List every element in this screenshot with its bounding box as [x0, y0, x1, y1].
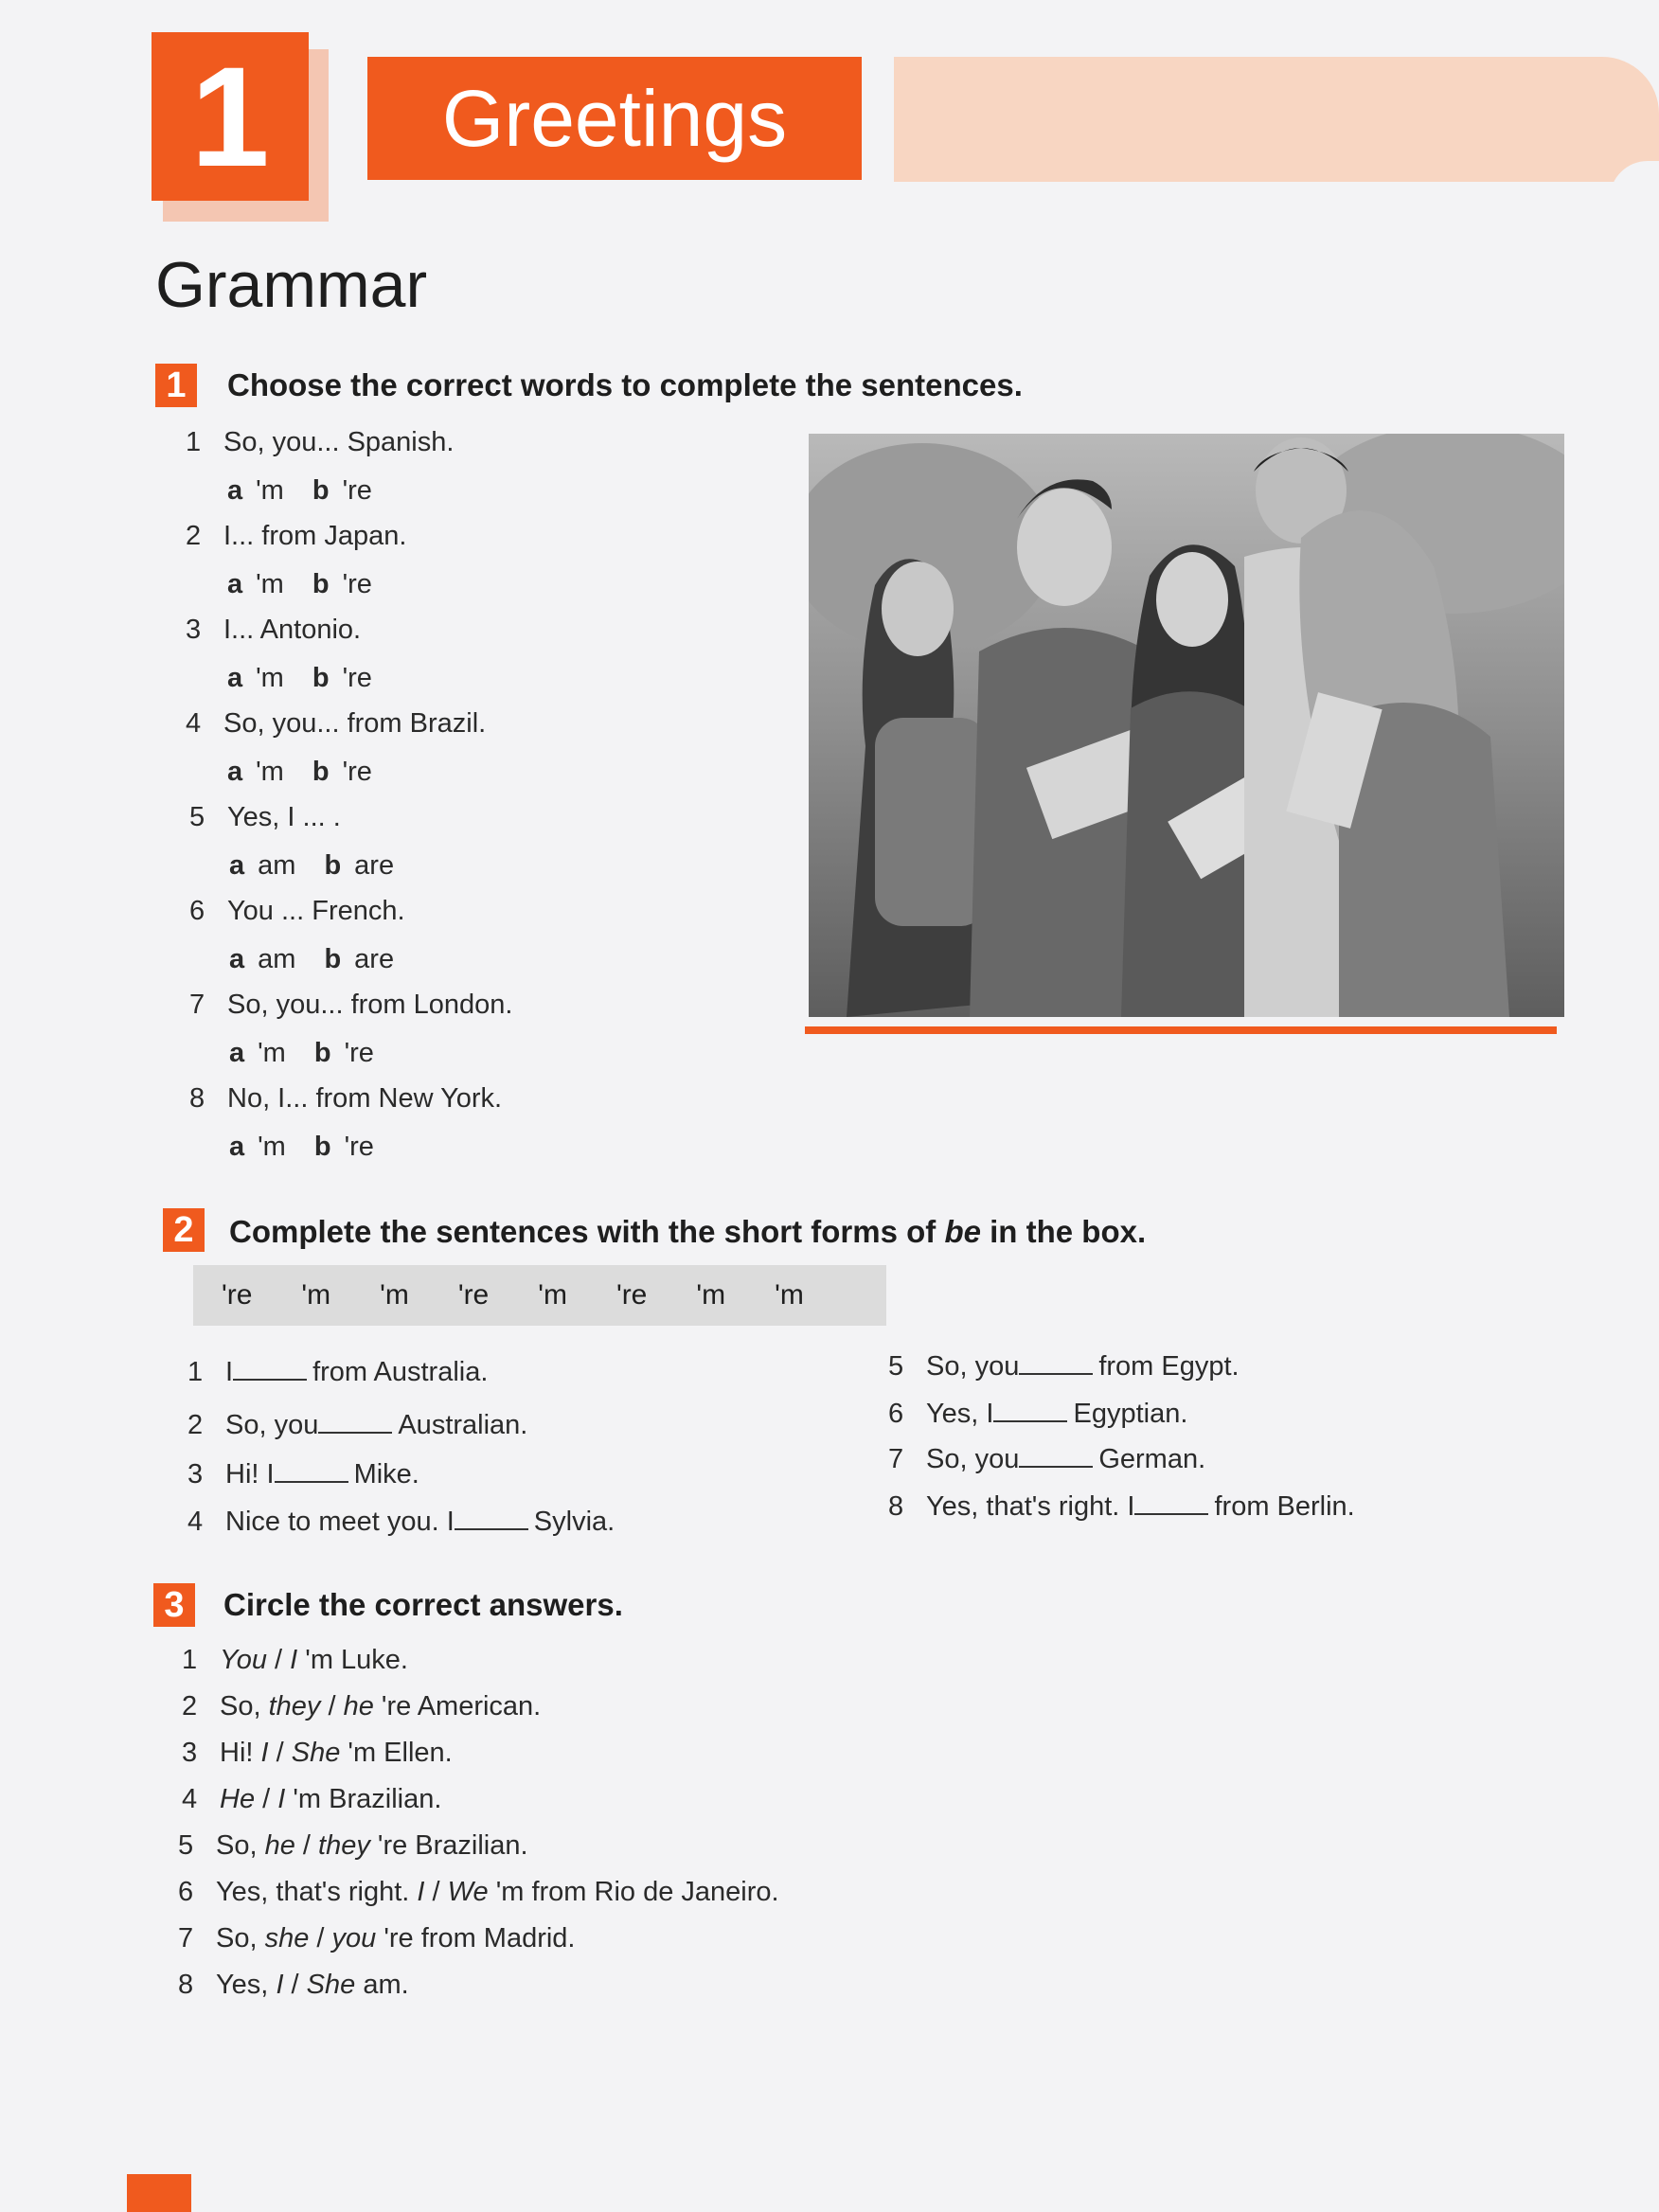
option-b-letter: b: [312, 663, 330, 693]
option-a-letter: a: [229, 850, 245, 881]
answer-blank[interactable]: [1019, 1348, 1093, 1375]
exercise-3-item: [178, 1831, 528, 1860]
exercise-3-item: [182, 1646, 408, 1674]
exercise-1-options: [227, 569, 372, 600]
option-b[interactable]: are: [354, 850, 395, 881]
item-number: 8: [178, 1970, 194, 2000]
exercise-2-item: [888, 1396, 1187, 1428]
exercise-2-title-post: in the box.: [980, 1214, 1147, 1249]
item-post: Mike.: [353, 1459, 419, 1490]
item-number: 1: [186, 427, 202, 457]
exercise-1-options: [227, 663, 372, 694]
choice-1[interactable]: I: [276, 1970, 284, 2000]
word-box-item: 'm: [380, 1279, 409, 1311]
option-a[interactable]: 'm: [256, 663, 284, 693]
item-number: 6: [178, 1877, 194, 1907]
item-post: 'm Brazilian.: [285, 1784, 442, 1814]
students-photo-illustration: [809, 434, 1564, 1017]
item-text: You ... French.: [227, 896, 405, 926]
item-number: 5: [189, 802, 205, 832]
exercise-3-item: [178, 1878, 779, 1906]
item-pre: Yes,: [216, 1970, 276, 2000]
exercise-3-title: Circle the correct answers.: [223, 1587, 623, 1622]
item-post: from Egypt.: [1098, 1351, 1240, 1382]
unit-title: Greetings: [367, 57, 862, 180]
exercise-3-item: [182, 1785, 441, 1813]
item-pre: I: [225, 1357, 234, 1387]
choice-2[interactable]: I: [290, 1645, 298, 1675]
word-box-item: 'm: [696, 1279, 726, 1311]
option-b[interactable]: 're: [342, 663, 372, 693]
option-a-letter: a: [229, 944, 245, 974]
option-a-letter: a: [229, 1038, 245, 1068]
item-post: 'm from Rio de Janeiro.: [488, 1877, 779, 1907]
item-post: from Berlin.: [1214, 1491, 1355, 1522]
exercise-1-options: [227, 757, 372, 788]
exercise-2-item: [888, 1348, 1240, 1381]
choice-1[interactable]: You: [220, 1645, 267, 1675]
item-number: 7: [888, 1444, 904, 1474]
item-pre: Yes, I: [926, 1399, 994, 1429]
option-b-letter: b: [312, 569, 330, 599]
answer-blank[interactable]: [275, 1456, 348, 1483]
item-post: 'm Luke.: [297, 1645, 408, 1675]
exercise-2-item: [888, 1441, 1205, 1473]
item-number: 8: [888, 1491, 904, 1522]
answer-blank[interactable]: [1134, 1489, 1208, 1515]
exercise-1-item: [186, 428, 454, 456]
word-box-item: 'm: [775, 1279, 804, 1311]
exercise-3-item: [178, 1971, 409, 1999]
item-post: from Australia.: [312, 1357, 489, 1387]
word-box-item: 'm: [301, 1279, 331, 1311]
item-number: 6: [189, 896, 205, 926]
exercise-3-item: [182, 1692, 541, 1721]
option-b-letter: b: [313, 1132, 331, 1162]
item-number: 3: [187, 1459, 204, 1490]
item-pre: Yes, that's right. I: [926, 1491, 1135, 1522]
item-post: Australian.: [398, 1410, 528, 1440]
item-text: So, you... from London.: [227, 990, 513, 1020]
option-a[interactable]: 'm: [256, 475, 284, 506]
answer-blank[interactable]: [233, 1354, 307, 1381]
item-number: 2: [182, 1691, 198, 1721]
choice-2[interactable]: I: [277, 1784, 286, 1814]
choice-2[interactable]: She: [306, 1970, 356, 2000]
exercise-3-number: 3: [153, 1583, 195, 1627]
option-a[interactable]: 'm: [256, 757, 284, 787]
item-text: So, you... from Brazil.: [223, 708, 487, 739]
choice-2[interactable]: We: [447, 1877, 489, 1907]
item-post: Egyptian.: [1073, 1399, 1188, 1429]
exercise-1-item: [189, 1084, 502, 1113]
exercise-1-item: [189, 897, 405, 925]
exercise-2-number: 2: [163, 1208, 205, 1252]
item-number: 1: [182, 1645, 198, 1675]
option-b[interactable]: 're: [342, 569, 372, 599]
option-b[interactable]: are: [354, 944, 395, 974]
word-box-item: 're: [615, 1279, 648, 1311]
item-number: 4: [186, 708, 202, 739]
exercise-1-item: [189, 990, 512, 1019]
option-b-letter: b: [324, 944, 342, 974]
item-post: 're Brazilian.: [369, 1830, 528, 1861]
exercise-1-item: [186, 522, 406, 550]
item-number: 8: [189, 1083, 205, 1114]
exercise-2-title-pre: Complete the sentences with the short forms of: [229, 1214, 945, 1249]
exercise-2-item: [187, 1456, 419, 1489]
choice-separator: /: [267, 1645, 291, 1675]
choice-2[interactable]: he: [343, 1691, 374, 1721]
item-post: 'm Ellen.: [340, 1738, 453, 1768]
exercise-2-item: [187, 1407, 527, 1439]
choice-1[interactable]: I: [417, 1877, 425, 1907]
exercise-1-number: 1: [155, 364, 197, 407]
item-text: Yes, I ... .: [227, 802, 341, 832]
exercise-1-item: [186, 709, 486, 738]
item-pre: Nice to meet you. I: [225, 1507, 455, 1537]
item-post: 're from Madrid.: [376, 1923, 576, 1953]
choice-2[interactable]: you: [331, 1923, 377, 1953]
option-a-letter: a: [227, 475, 243, 506]
option-b[interactable]: 're: [342, 475, 372, 506]
choice-separator: /: [283, 1970, 307, 2000]
item-text: So, you... Spanish.: [223, 427, 455, 457]
choice-separator: /: [294, 1830, 319, 1861]
exercise-1-options: [229, 850, 394, 882]
item-number: 7: [189, 990, 205, 1020]
choice-separator: /: [424, 1877, 448, 1907]
item-pre: So, you: [926, 1444, 1020, 1474]
answer-blank[interactable]: [318, 1407, 392, 1434]
choice-1[interactable]: they: [268, 1691, 321, 1721]
section-title: Grammar: [155, 249, 428, 321]
item-post: 're American.: [373, 1691, 542, 1721]
item-number: 1: [187, 1357, 204, 1387]
item-number: 3: [186, 615, 202, 645]
unit-number: 1: [152, 32, 309, 201]
option-b-letter: b: [312, 475, 330, 506]
choice-1[interactable]: I: [260, 1738, 269, 1768]
photo-underline: [805, 1026, 1557, 1034]
item-pre: Hi! I: [225, 1459, 275, 1490]
item-number: 5: [178, 1830, 194, 1861]
option-a[interactable]: 'm: [258, 1038, 286, 1068]
item-number: 3: [182, 1738, 198, 1768]
exercise-1-title: Choose the correct words to complete the sentences.: [227, 367, 1023, 402]
word-box: [193, 1265, 886, 1326]
option-a-letter: a: [227, 569, 243, 599]
item-text: I... from Japan.: [223, 521, 407, 551]
option-b[interactable]: 're: [344, 1132, 374, 1162]
item-post: German.: [1098, 1444, 1206, 1474]
exercise-3-item: [182, 1739, 453, 1767]
choice-1[interactable]: he: [264, 1830, 295, 1861]
option-a-letter: a: [227, 663, 243, 693]
exercise-3-item: [178, 1924, 576, 1953]
item-text: I... Antonio.: [223, 615, 362, 645]
answer-blank[interactable]: [993, 1396, 1067, 1422]
word-box-item: 'm: [538, 1279, 567, 1311]
word-box-item: 're: [222, 1279, 253, 1311]
item-number: 7: [178, 1923, 194, 1953]
item-number: 2: [186, 521, 202, 551]
choice-1[interactable]: He: [220, 1784, 256, 1814]
choice-2[interactable]: She: [291, 1738, 341, 1768]
option-a[interactable]: am: [258, 944, 296, 974]
option-a[interactable]: am: [258, 850, 296, 881]
exercise-1-options: [229, 1132, 374, 1163]
exercise-2-title: [229, 1214, 1146, 1250]
item-post: Sylvia.: [533, 1507, 615, 1537]
word-box-item: 're: [457, 1279, 490, 1311]
exercise-1-options: [227, 475, 372, 507]
answer-blank[interactable]: [1019, 1441, 1093, 1468]
exercise-1-options: [229, 1038, 374, 1069]
option-b[interactable]: 're: [342, 757, 372, 787]
item-pre: So, you: [225, 1410, 319, 1440]
header-band: [894, 57, 1659, 182]
option-b[interactable]: 're: [344, 1038, 374, 1068]
item-pre: Yes, that's right.: [216, 1877, 418, 1907]
option-b-letter: b: [312, 757, 330, 787]
choice-1[interactable]: she: [264, 1923, 310, 1953]
students-photo: [809, 434, 1564, 1017]
item-pre: So,: [220, 1691, 269, 1721]
item-pre: Hi!: [220, 1738, 261, 1768]
item-number: 4: [187, 1507, 204, 1537]
option-b-letter: b: [313, 1038, 331, 1068]
choice-2[interactable]: they: [318, 1830, 370, 1861]
option-a-letter: a: [229, 1132, 245, 1162]
option-a-letter: a: [227, 757, 243, 787]
choice-separator: /: [309, 1923, 332, 1953]
exercise-2-title-em: be: [944, 1214, 981, 1249]
item-number: 2: [187, 1410, 204, 1440]
option-a[interactable]: 'm: [258, 1132, 286, 1162]
exercise-1-item: [189, 803, 341, 831]
item-number: 5: [888, 1351, 904, 1382]
item-pre: So,: [216, 1830, 265, 1861]
item-text: No, I... from New York.: [227, 1083, 503, 1114]
choice-separator: /: [320, 1691, 344, 1721]
choice-separator: /: [268, 1738, 292, 1768]
exercise-1-options: [229, 944, 394, 975]
item-pre: So,: [216, 1923, 265, 1953]
item-post: am.: [355, 1970, 409, 2000]
exercise-1-item: [186, 615, 361, 644]
item-pre: So, you: [926, 1351, 1020, 1382]
page-number-tab: [127, 2174, 191, 2212]
exercise-2-item: [187, 1504, 615, 1536]
answer-blank[interactable]: [455, 1504, 528, 1530]
choice-separator: /: [255, 1784, 278, 1814]
item-number: 6: [888, 1399, 904, 1429]
item-number: 4: [182, 1784, 198, 1814]
exercise-2-item: [187, 1354, 488, 1386]
exercise-2-item: [888, 1489, 1355, 1521]
option-b-letter: b: [324, 850, 342, 881]
option-a[interactable]: 'm: [256, 569, 284, 599]
